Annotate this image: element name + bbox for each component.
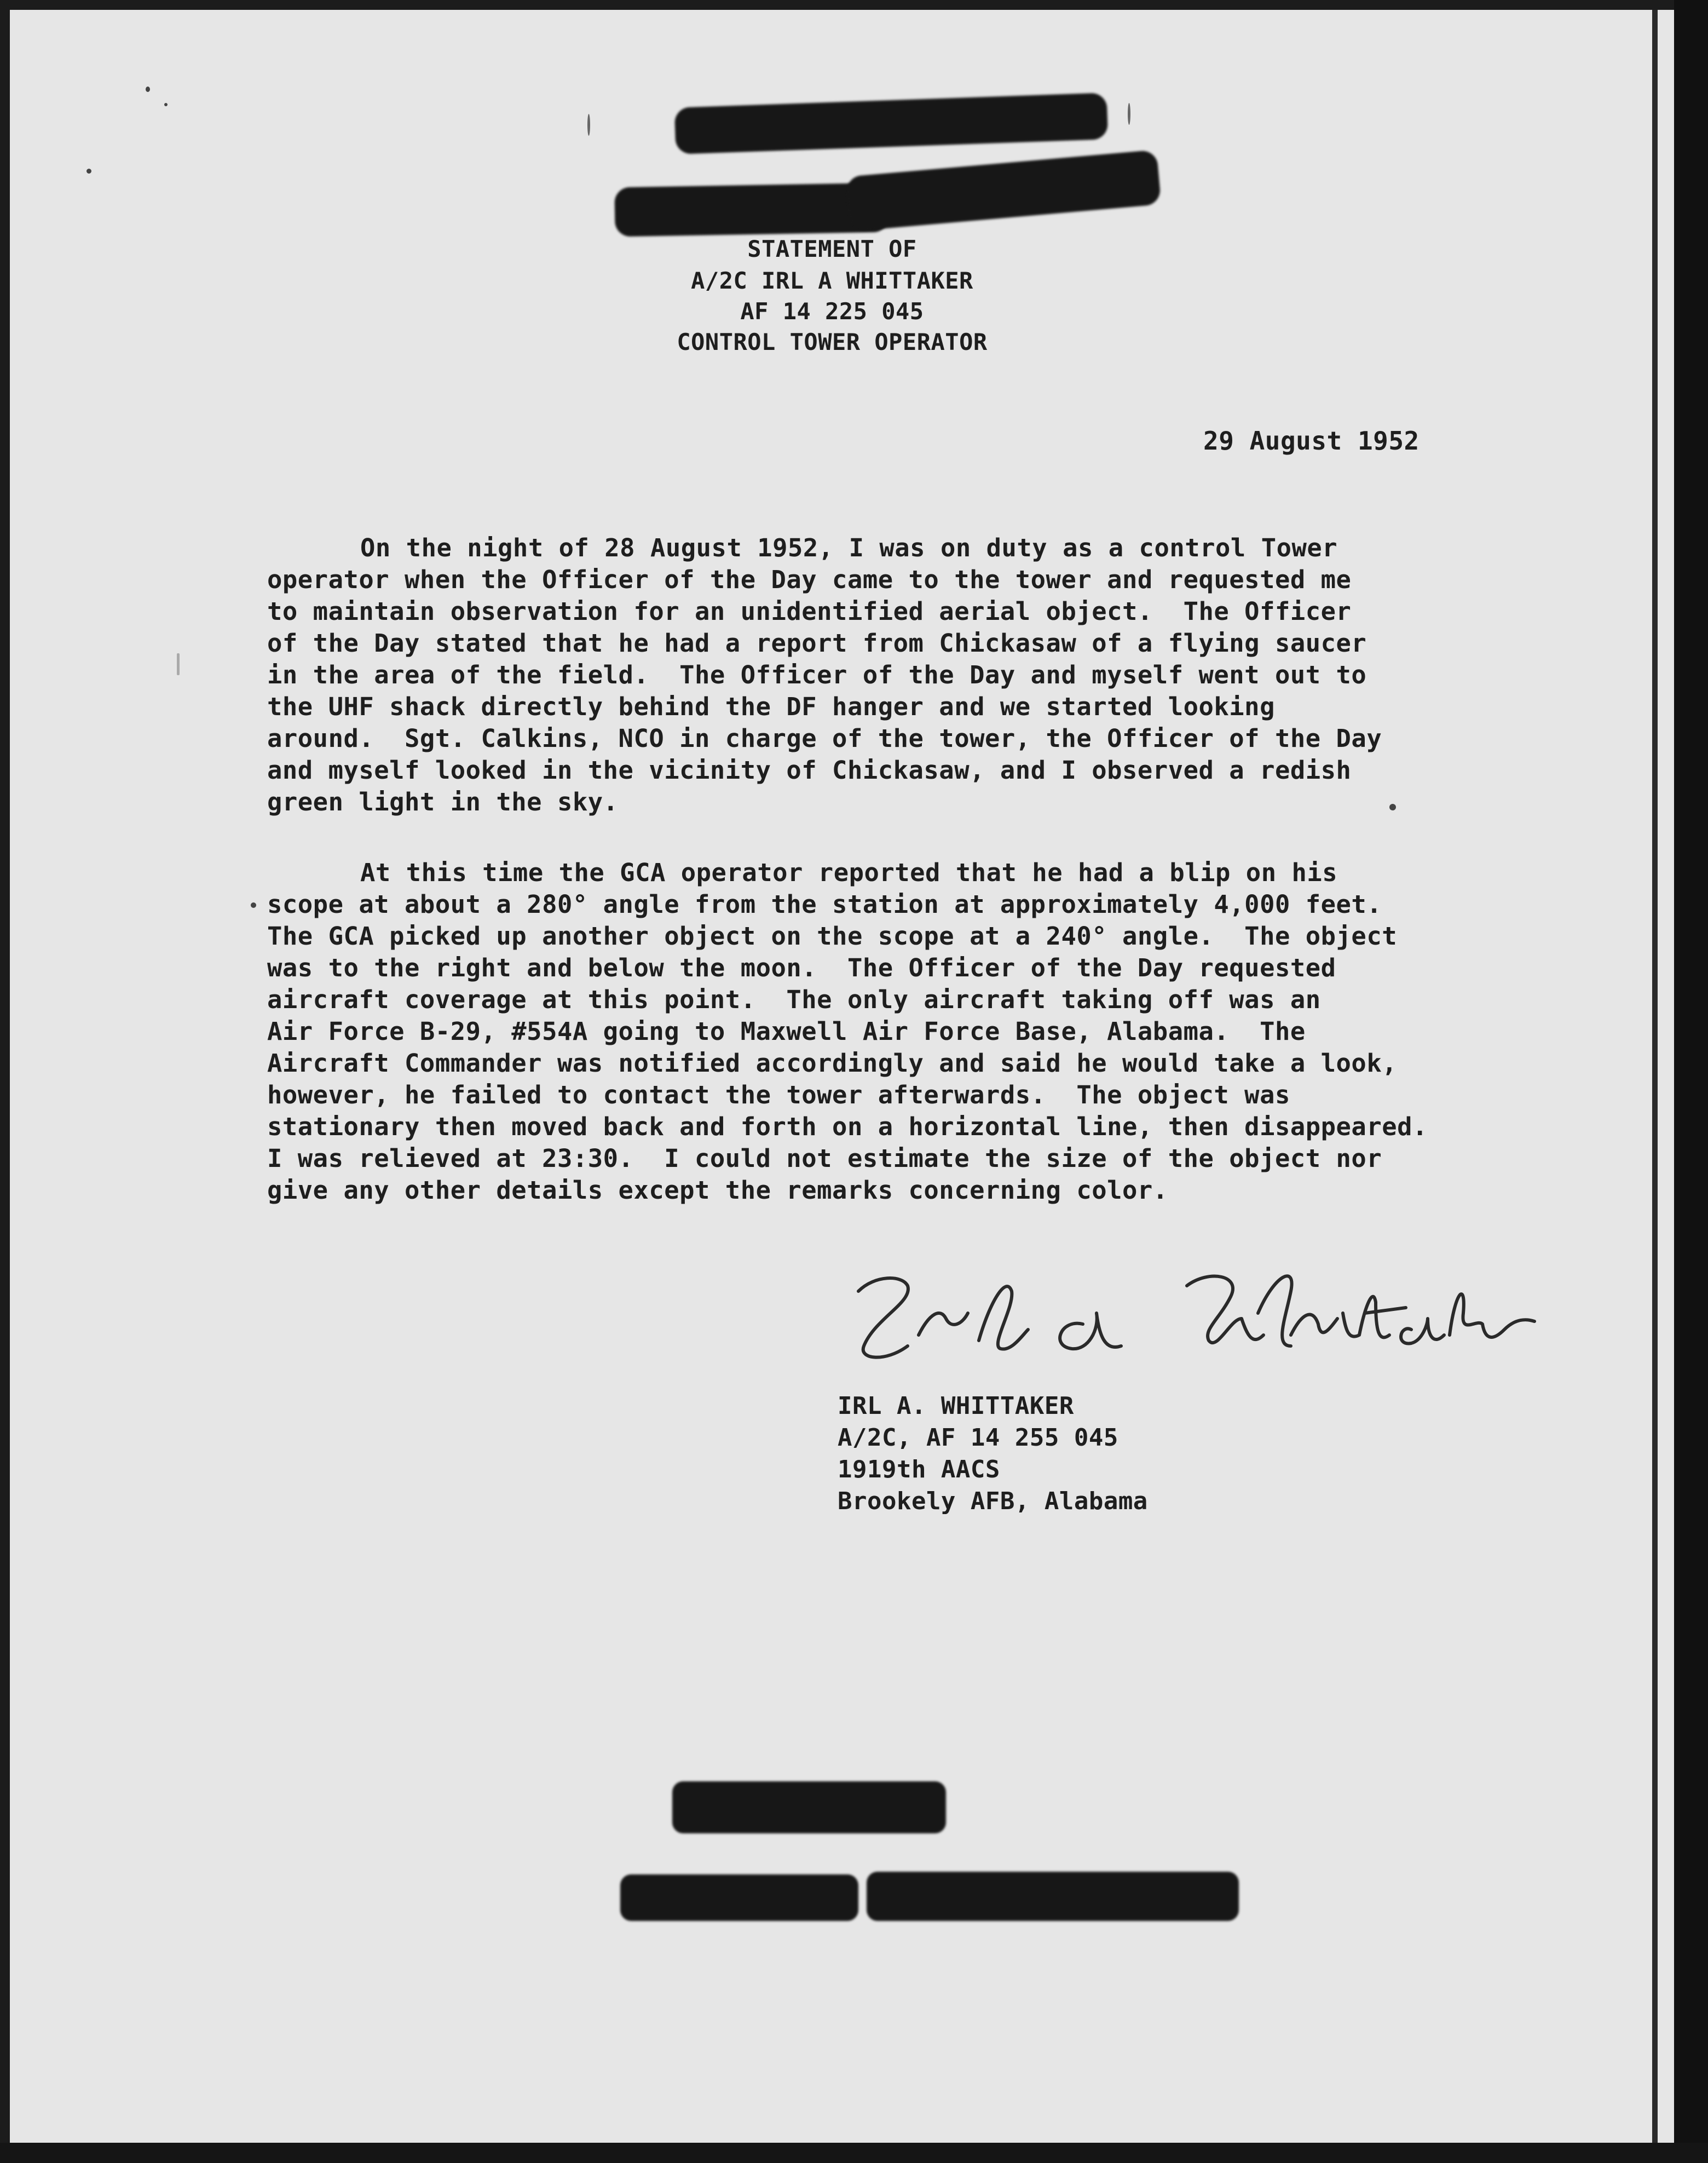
scan-speck (177, 653, 180, 675)
document-page (10, 10, 1674, 2143)
signature-name: IRL A. WHITTAKER (838, 1392, 1074, 1420)
scan-border-right (1674, 0, 1708, 2163)
redaction-bottom-2 (620, 1874, 858, 1921)
document-date: 29 August 1952 (1203, 426, 1420, 456)
scan-speck (164, 103, 168, 106)
scan-mark (1128, 103, 1130, 125)
body-line: and myself looked in the vicinity of Chickasaw, and I observed a redish (267, 756, 1352, 785)
signature-rank-serial: A/2C, AF 14 255 045 (838, 1424, 1118, 1452)
redaction-top-1 (674, 93, 1108, 154)
redaction-top-3 (846, 149, 1162, 231)
body-line: scope at about a 280° angle from the station at approximately 4,000 feet. (267, 890, 1382, 919)
body-line: On the night of 28 August 1952, I was on duty as a control Tower (360, 533, 1338, 562)
body-line: Aircraft Commander was notified accordingly and said he would take a look, (267, 1049, 1398, 1078)
signature-unit: 1919th AACS (838, 1456, 1000, 1483)
scan-speck (86, 169, 91, 174)
scan-mark (587, 114, 590, 136)
body-line: stationary then moved back and forth on a horizontal line, then disappeared. (267, 1112, 1428, 1141)
heading-serial: AF 14 225 045 (740, 298, 924, 325)
body-line: however, he failed to contact the tower afterwards. The object was (267, 1080, 1290, 1109)
body-line: was to the right and below the moon. The Officer of the Day requested (267, 953, 1336, 982)
body-line: The GCA picked up another object on the scope at a 240° angle. The object (267, 922, 1398, 951)
body-line: operator when the Officer of the Day came to the tower and requested me (267, 565, 1352, 594)
body-line: give any other details except the remarks concerning color. (267, 1176, 1168, 1205)
body-line: to maintain observation for an unidentified aerial object. The Officer (267, 597, 1352, 626)
body-line: in the area of the field. The Officer of the Day and myself went out to (267, 660, 1367, 689)
body-line: At this time the GCA operator reported that he had a blip on his (360, 858, 1338, 887)
signature-location: Brookely AFB, Alabama (838, 1487, 1148, 1515)
scan-speck (146, 87, 150, 92)
body-line: green light in the sky. (267, 787, 619, 816)
page-edge-line (1652, 10, 1658, 2143)
scan-border-bottom (0, 2143, 1708, 2163)
body-line: I was relieved at 23:30. I could not estimate the size of the object nor (267, 1144, 1382, 1173)
redaction-bottom-3 (867, 1872, 1239, 1921)
heading-role: CONTROL TOWER OPERATOR (677, 329, 988, 355)
heading-statement-of: STATEMENT OF (747, 235, 917, 262)
scan-speck (1389, 804, 1396, 810)
heading-name: A/2C IRL A WHITTAKER (691, 267, 973, 294)
body-line: aircraft coverage at this point. The only aircraft taking off was an (267, 985, 1321, 1014)
scan-speck (251, 902, 256, 908)
body-line: of the Day stated that he had a report from Chickasaw of a flying saucer (267, 629, 1367, 658)
body-line: around. Sgt. Calkins, NCO in charge of the tower, the Officer of the Day (267, 724, 1382, 753)
handwritten-signature (826, 1253, 1537, 1379)
body-line: Air Force B-29, #554A going to Maxwell Air Force Base, Alabama. The (267, 1017, 1306, 1046)
redaction-bottom-1 (672, 1781, 946, 1833)
body-line: the UHF shack directly behind the DF hanger and we started looking (267, 692, 1275, 721)
